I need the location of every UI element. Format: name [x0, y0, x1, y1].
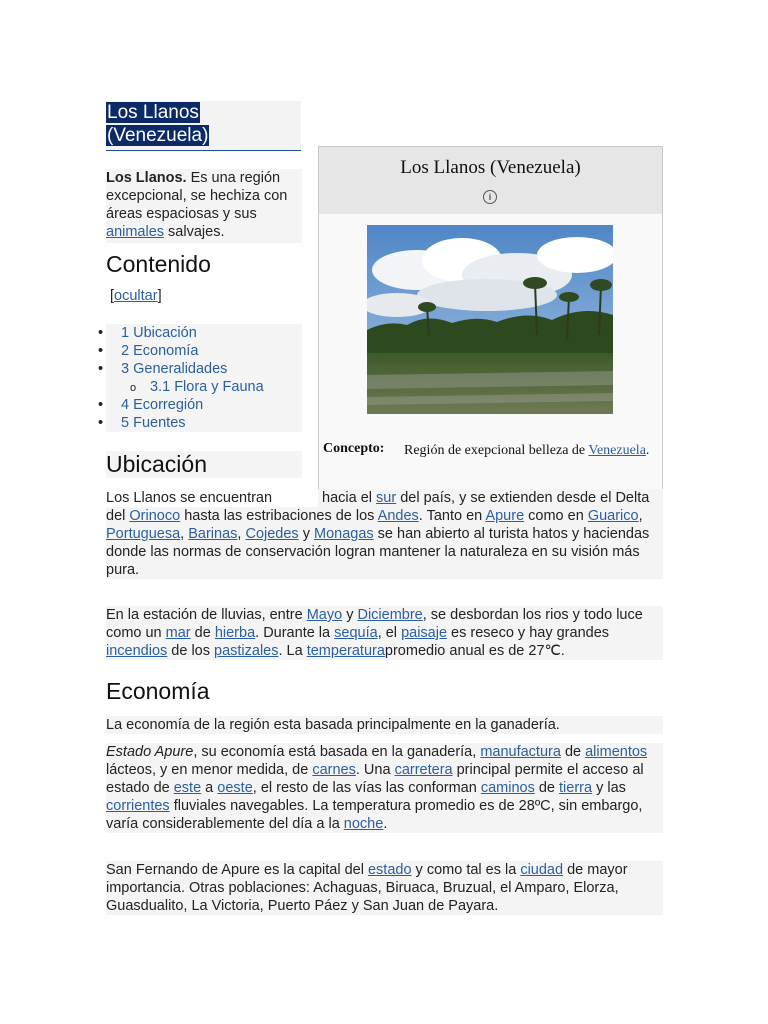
para-text: .	[383, 816, 388, 832]
para-text: ,	[180, 526, 189, 542]
para-text: , se desbordan los rios y todo luce como un	[106, 607, 643, 641]
link-incendios[interactable]: incendios	[106, 643, 168, 659]
link-carretera[interactable]: carretera	[394, 762, 453, 778]
link-pastizales[interactable]: pastizales	[214, 643, 279, 659]
page-title	[106, 101, 301, 151]
para-text: , su economía está basada en la ganadería,	[193, 744, 481, 760]
link-hierba[interactable]: hierba	[214, 625, 256, 641]
paragraph-economia-3	[106, 861, 663, 915]
para-text: . La	[278, 643, 307, 659]
para-text: de	[190, 625, 215, 641]
paragraph-economia-2	[106, 743, 663, 833]
para-text: y	[298, 526, 314, 542]
para-text: de	[560, 744, 586, 760]
section-heading-economia: Economía	[106, 678, 210, 704]
para-text: de mayor importancia. Otras poblaciones: Achaguas, Biruaca, Bruzual, el Amparo, Elorza, Guasdualito, La Victoria, Puerto Páez y San Juan de Payara.	[106, 862, 628, 914]
link-ciudad[interactable]: ciudad	[520, 862, 564, 878]
link-guarico[interactable]: Guarico	[587, 508, 639, 524]
link-cojedes[interactable]: Cojedes	[245, 526, 299, 542]
link-monagas[interactable]: Monagas	[313, 526, 374, 542]
para-text: es reseco y hay grandes	[447, 625, 610, 641]
para-text: . Una	[355, 762, 395, 778]
link-andes[interactable]: Andes	[377, 508, 419, 524]
toc-toggle	[110, 288, 162, 304]
para-emphasis: Estado Apure	[106, 744, 194, 760]
para-text: , el resto de las vías las conforman	[252, 780, 481, 796]
toc-label: Ecorregión	[133, 397, 204, 413]
link-animales[interactable]: animales	[106, 224, 165, 240]
paragraph-ubicacion-1	[106, 489, 663, 579]
para-text: se han abierto al turista hatos y haciendas donde las normas de conservación logran mantener la naturaleza en su visión más pura.	[106, 526, 650, 578]
toc-label: Fuentes	[133, 415, 186, 431]
link-noche[interactable]: noche	[343, 816, 384, 832]
link-venezuela[interactable]: Venezuela	[588, 443, 646, 458]
link-carnes[interactable]: carnes	[312, 762, 356, 778]
intro-bold: Los Llanos.	[106, 170, 187, 186]
link-barinas[interactable]: Barinas	[188, 526, 238, 542]
para-text: Los Llanos se encuentran	[106, 489, 318, 507]
toc-item-fuentes[interactable]	[106, 414, 302, 432]
para-text: En la estación de lluvias, entre	[106, 607, 307, 623]
toc-num: 3	[121, 361, 130, 377]
para-text: principal permite el acceso al estado de	[106, 762, 644, 796]
toc-item-economia[interactable]	[106, 342, 302, 360]
link-este[interactable]: este	[173, 780, 202, 796]
link-temperatura[interactable]: temperatura	[306, 643, 385, 659]
link-corrientes[interactable]: corrientes	[106, 798, 170, 814]
link-oeste[interactable]: oeste	[217, 780, 253, 796]
toc-item-flora-fauna[interactable]	[106, 378, 302, 396]
link-caminos[interactable]: caminos	[480, 780, 535, 796]
toc-label: Ubicación	[133, 325, 197, 341]
paragraph-economia-1: La economía de la región esta basada principalmente en la ganadería.	[106, 716, 663, 734]
para-text: de	[534, 780, 560, 796]
toc-num: 1	[121, 325, 130, 341]
infobox-label-concepto: Concepto:	[323, 441, 385, 456]
link-manufactura[interactable]: manufactura	[480, 744, 561, 760]
toc-hide-link[interactable]: ocultar	[114, 288, 158, 304]
toc-heading: Contenido	[106, 251, 211, 277]
infobox	[318, 146, 663, 491]
para-text: y las	[592, 780, 626, 796]
toc-num: 4	[121, 397, 130, 413]
toc-item-ecorregion[interactable]	[106, 396, 302, 414]
paragraph-ubicacion-2	[106, 606, 663, 660]
page-title-text: Los Llanos (Venezuela)	[107, 102, 209, 146]
infobox-value-text: Región de exepcional belleza de	[404, 443, 589, 458]
link-apure[interactable]: Apure	[485, 508, 525, 524]
link-estado[interactable]: estado	[367, 862, 412, 878]
info-icon[interactable]: i	[483, 190, 497, 204]
para-text: de los	[167, 643, 215, 659]
toc-num: 2	[121, 343, 130, 359]
para-text: fluviales navegables. La temperatura promedio es de 28ºC, sin embargo, varía considerablemente del día a la	[106, 798, 643, 832]
toc-label: Generalidades	[133, 361, 228, 377]
toc-item-ubicacion[interactable]	[106, 324, 302, 342]
para-text: . Durante la	[255, 625, 335, 641]
bracket-close: ]	[157, 288, 162, 304]
toc-list	[106, 324, 302, 432]
link-diciembre[interactable]: Diciembre	[357, 607, 423, 623]
para-text: a	[201, 780, 218, 796]
link-alimentos[interactable]: alimentos	[585, 744, 648, 760]
toc-num: 5	[121, 415, 130, 431]
para-text: promedio anual es de 27℃.	[384, 643, 565, 659]
para-text: , el	[377, 625, 402, 641]
toc-item-generalidades[interactable]	[106, 360, 302, 378]
infobox-value	[404, 441, 654, 460]
link-mayo[interactable]: Mayo	[306, 607, 343, 623]
infobox-value-end: .	[645, 443, 650, 458]
link-orinoco[interactable]: Orinoco	[129, 508, 181, 524]
para-text: hacia el	[318, 490, 377, 506]
para-text: hasta las estribaciones de los	[180, 508, 378, 524]
section-heading-ubicacion: Ubicación	[106, 451, 302, 478]
para-text: y	[342, 607, 358, 623]
landscape-photo[interactable]	[367, 225, 613, 414]
para-text: . Tanto en	[418, 508, 486, 524]
link-mar[interactable]: mar	[165, 625, 191, 641]
link-portuguesa[interactable]: Portuguesa	[106, 526, 181, 542]
intro-text: Es una región excepcional, se hechiza con áreas espaciosas y sus	[106, 170, 288, 222]
link-tierra[interactable]: tierra	[559, 780, 593, 796]
para-text: lácteos, y en menor medida, de	[106, 762, 313, 778]
toc-label: Flora y Fauna	[174, 379, 264, 395]
para-text: y como tal es la	[411, 862, 521, 878]
para-text: ,	[237, 526, 246, 542]
intro-text-end: salvajes.	[164, 224, 225, 240]
link-sequia[interactable]: sequía	[334, 625, 378, 641]
link-paisaje[interactable]: paisaje	[401, 625, 448, 641]
bracket-open: [	[110, 288, 115, 304]
toc-label: Economía	[133, 343, 199, 359]
para-text: del país, y se extienden desde el Delta del	[106, 490, 650, 524]
toc-num: 3.1	[150, 379, 171, 395]
para-text: San Fernando de Apure es la capital del	[106, 862, 368, 878]
infobox-title: Los Llanos (Venezuela)	[400, 157, 581, 178]
intro-paragraph	[106, 169, 302, 243]
para-text: como en	[524, 508, 588, 524]
para-text: ,	[638, 508, 643, 524]
link-sur[interactable]: sur	[376, 490, 397, 506]
